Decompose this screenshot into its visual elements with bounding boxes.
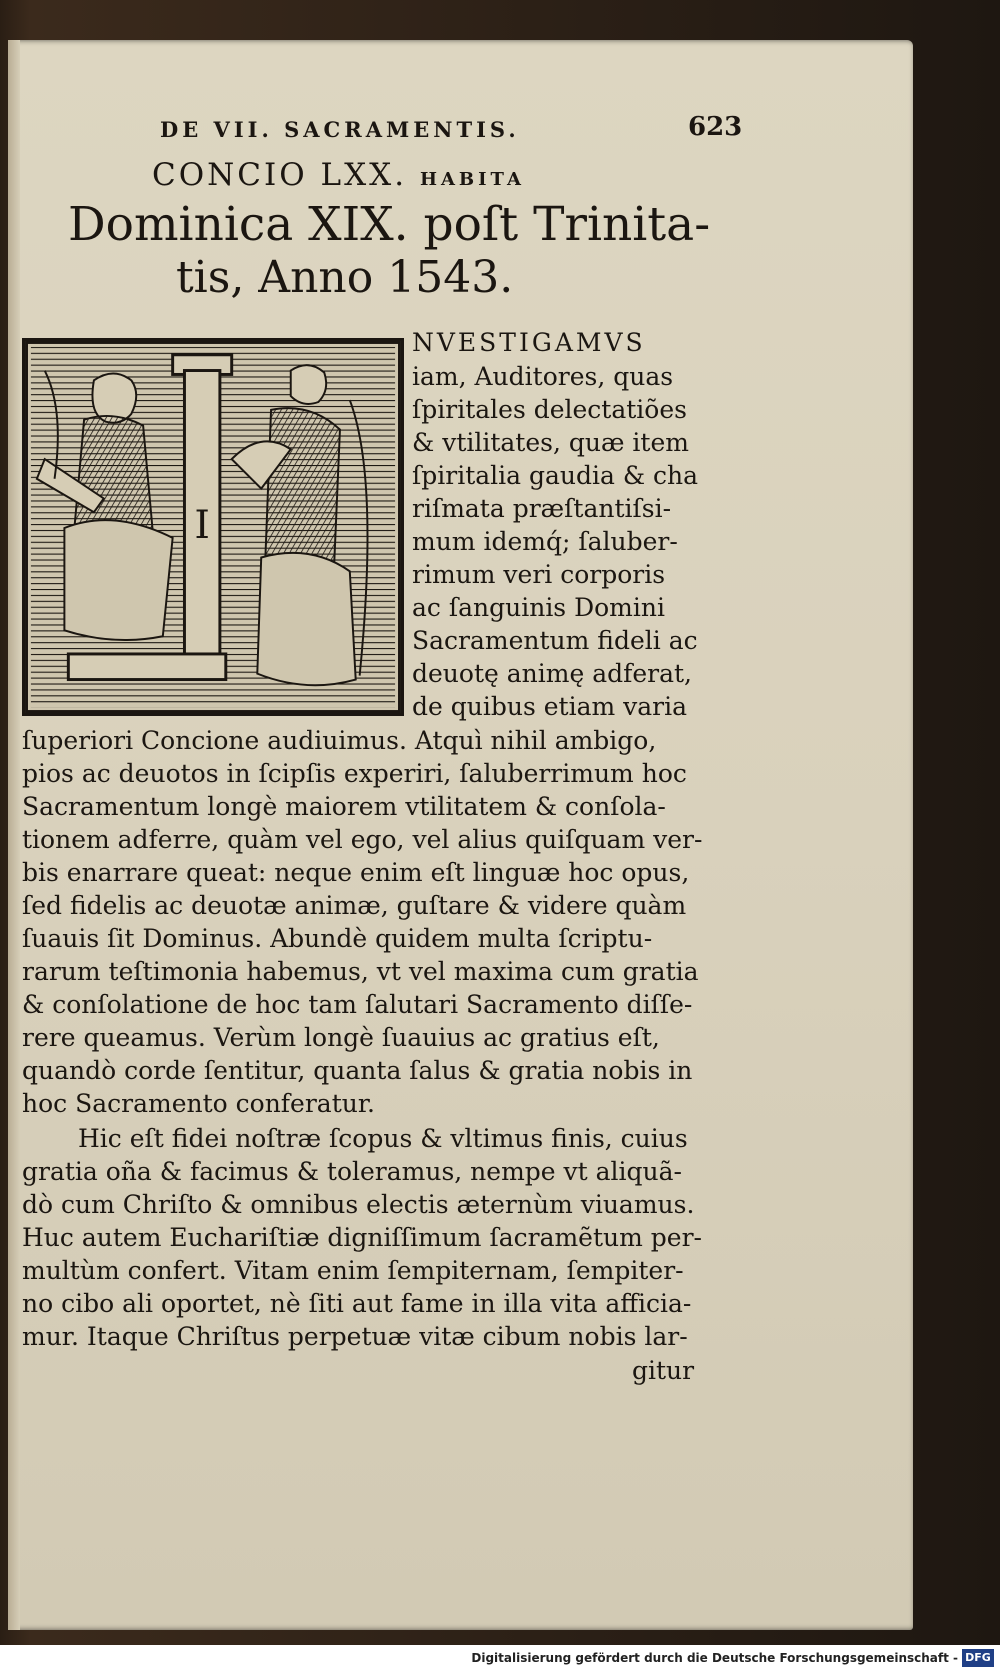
text-line: iam, Auditores, quas [412,362,674,391]
woodcut-initial-i [22,338,404,716]
text-line: tionem adferre, quàm vel ego, vel alius quiſquam ver- [22,825,703,854]
footer-credit: Digitalisierung gefördert durch die Deutsche Forschungsgemeinschaft - [471,1651,958,1665]
text-line: Sacramentum fideli ac [412,626,698,655]
title-line-3: tis, Anno 1543. [176,252,514,303]
text-line: pios ac deuotos in ſcipſis experiri, ſaluberrimum hoc [22,759,687,788]
text-line: mum idemq́; ſaluber- [412,527,678,556]
text-line: ſpiritalia gaudia & cha [412,461,699,490]
title-habita: HABITA [419,169,525,190]
text-line: rarum teſtimonia habemus, vt vel maxima cum gratia [22,957,699,986]
footer-bar [0,1645,1000,1673]
text-line: dò cum Chriſto & omnibus electis æternùm viuamus. [22,1190,695,1219]
text-line: ſuauis ſit Dominus. Abundè quidem multa ſcriptu- [22,924,653,953]
text-line: Sacramentum longè maiorem vtilitatem & conſola- [22,792,666,821]
woodcut-initial-illustration [25,341,401,713]
title-line-1 [152,157,525,193]
text-line: riſmata præſtantiſsi- [412,494,672,523]
text-line: ſuperiori Concione audiuimus. Atquì nihil ambigo, [22,726,657,755]
page-number: 623 [688,112,743,142]
text-line: no cibo ali oportet, nè ſiti aut fame in illa vita afficia- [22,1289,692,1318]
page-gutter-edge [8,40,20,1630]
text-line: ſed fidelis ac deuotæ animæ, guſtare & videre quàm [22,891,687,920]
text-line: ſpiritales delectatiões [412,395,687,424]
text-line: rimum veri corporis [412,560,666,589]
dfg-logo: DFG [962,1649,994,1667]
text-line: mur. Itaque Chriſtus perpetuæ vitæ cibum nobis lar- [22,1322,688,1351]
text-line: & conſolatione de hoc tam ſalutari Sacramento diſſe- [22,990,693,1019]
text-line: gratia oña & facimus & toleramus, nempe vt aliquã- [22,1157,682,1186]
text-line: hoc Sacramento conferatur. [22,1089,375,1118]
text-line: de quibus etiam varia [412,692,687,721]
text-line: NVESTIGAMVS [412,328,646,357]
catchword: gitur [632,1356,695,1385]
text-line: rere queamus. Verùm longè ſuauius ac gratius eſt, [22,1023,660,1052]
title-concio: CONCIO LXX. [152,157,408,193]
running-head: DE VII. SACRAMENTIS. [160,117,520,142]
text-line: Huc autem Euchariſtiæ digniſſimum ſacramẽtum per- [22,1223,702,1252]
text-line: bis enarrare queat: neque enim eſt linguæ hoc opus, [22,858,690,887]
svg-text:I: I [194,501,210,548]
title-line-2: Dominica XIX. poſt Trinita- [68,197,711,252]
text-line: multùm confert. Vitam enim ſempiternam, ſempiter- [22,1256,684,1285]
text-line: ac ſanguinis Domini [412,593,665,622]
text-line: deuotę animę adferat, [412,659,692,688]
text-line: Hic eſt fidei noſtræ ſcopus & vltimus finis, cuius [78,1124,688,1153]
text-line: quandò corde ſentitur, quanta ſalus & gratia nobis in [22,1056,693,1085]
text-line: & vtilitates, quæ item [412,428,689,457]
